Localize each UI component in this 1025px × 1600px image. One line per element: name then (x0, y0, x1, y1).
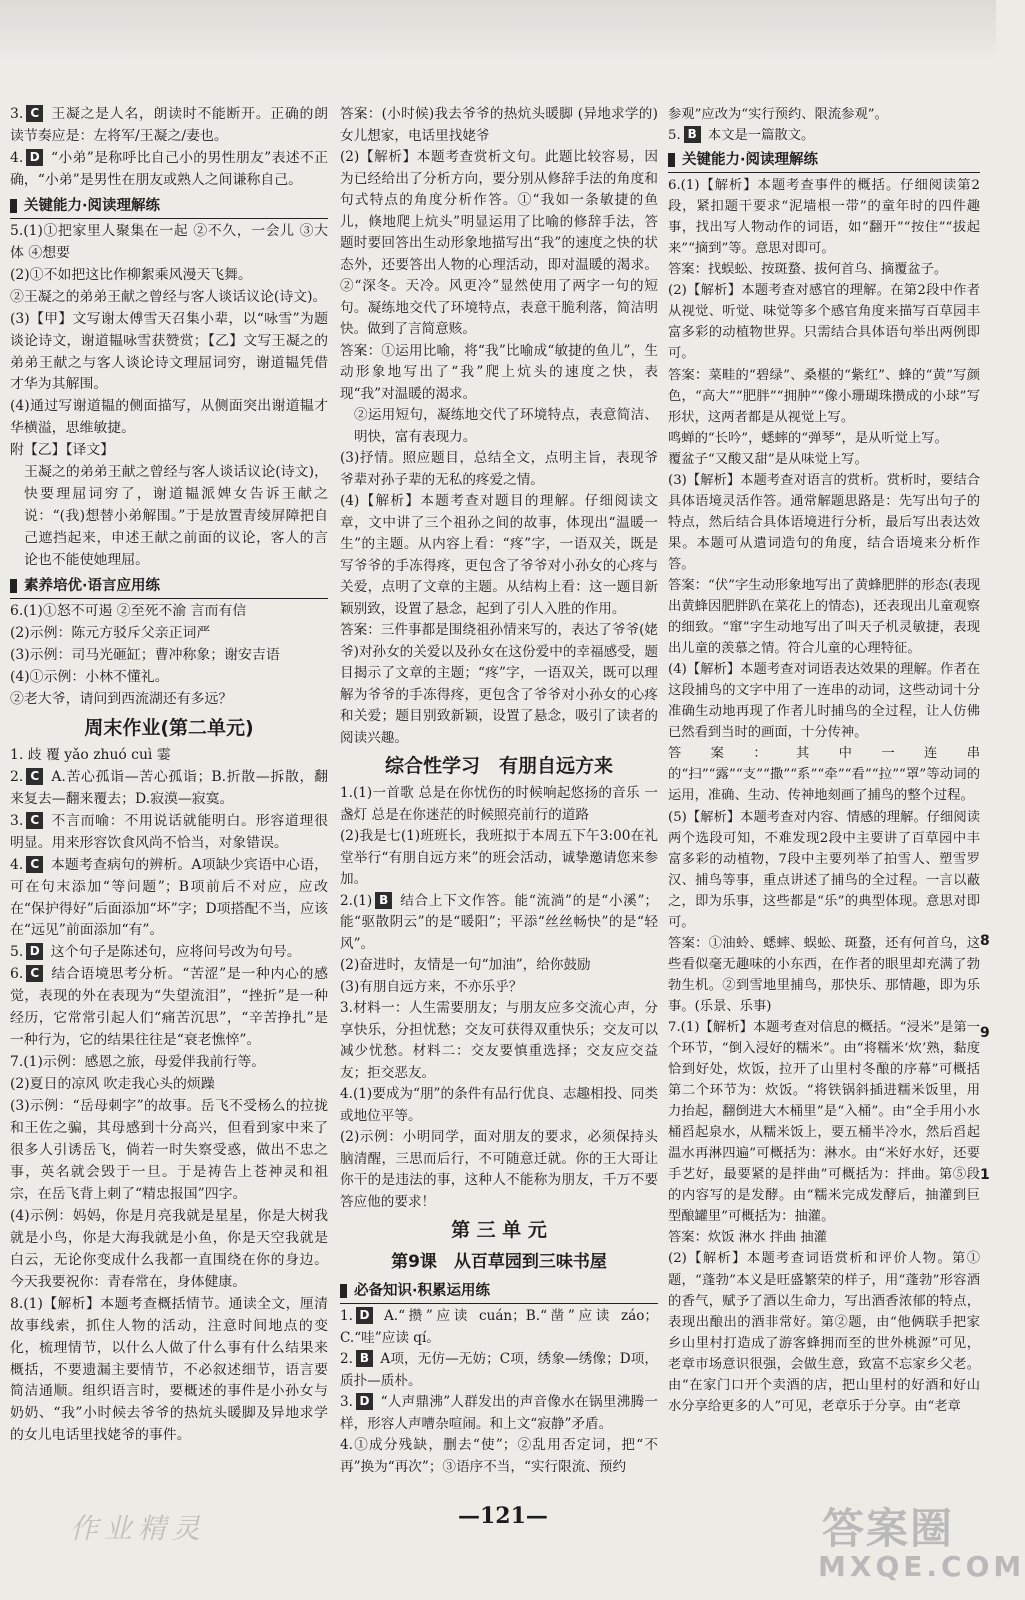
answer-paragraph: 参观”应改为“实行预约、限流参观”。 (668, 107, 888, 122)
answer-paragraph: (3)【解析】本题考查对语言的赏析。赏析时，要结合具体语境灵活作答。通常解题思路是：先写出句子的特点，然后结合具体语境进行分析，最后写出表达效果。本题可从遣词造句的角度，结合语境来分析作答。 (668, 472, 980, 572)
edge-mark: 1 (980, 1167, 990, 1183)
answer-paragraph: 2. B A项，无仿—无妨；C项，绣象—绣像；D项，质扑—质朴。 (340, 1351, 658, 1389)
answer-paragraph: 答案：其中一连串的“扫”“露”“支”“撒”“系”“牵”“看”“拉”“罩”等动词的运用，准确、生动、传神地刻画了捕鸟的整个过程。 (668, 746, 980, 804)
answer-paragraph: (2)【解析】本题考查词语赏析和评价人物。第①题，“蓬勃”本义是旺盛繁荣的样子，用“蓬勃”形容酒的香气，赋予了酒以生命力，写出酒香浓郁的特点，表现出酿出的酒非常好。第②题，由“他俩联手把家乡山里村打造成了游客蜂拥而至的世外桃源”可见，老章市场意识很强，会做生意，致富不忘家乡父老。由“在家门口开个卖酒的店，把山里村的好酒和好山水分享给更多的人”可见，老章乐于分享。由“老章 (668, 1251, 980, 1414)
answer-paragraph: 7.(1)【解析】本题考查对信息的概括。“浸米”是第一个环节，“倒入浸好的糯米”。由“将糯米‘炊’熟，黏度恰到好处，炊饭，拉开了山里村冬酿的序幕”可概括第二个环节为：炊饭。“将铁锅斜插进糯米饭里，用力抬起，翻倒进大木桶里”是“入桶”。由“全手用小水桶舀起泉水，从糯米饭上，要五桶半冷水，然后舀起温水再淋四遍”可概括为：淋水。由“米好水好，还要手艺好，最要紧的是拌曲”可概括为：拌曲。第⑤段的内容写的是发酵。由“糯米完成发酵后，抽灌到巨型酿罐里”可概括为：抽灌。 (668, 1019, 980, 1225)
answer-paragraph: 答案：炊饭 淋水 拌曲 抽灌 (668, 1230, 827, 1246)
edge-mark: 8 (980, 933, 990, 949)
answer-paragraph: 3. C 不言而喻：不用说话就能明白。形容道理很明显。用来形容饮食风尚不恰当，对象错误。 (10, 812, 328, 851)
answer-paragraph: 3. D “人声鼎沸”人群发出的声音像水在锅里沸腾一样，形容人声嘈杂喧闹。和上文“寂静”矛盾。 (340, 1394, 658, 1432)
answer-paragraph: (2)奋进时，友情是一句“加油”，给你鼓励 (340, 957, 591, 973)
answer-paragraph: 答案：“伏”字生动形象地写出了黄蜂肥胖的形态(表现出黄蜂因肥胖趴在菜花上的情态)，还表现出儿童观察的细致。“窜”字生动地写出了叫天子机灵敏捷，表现出儿童的羡慕之情。符合儿童的心理特征。 (668, 577, 980, 657)
section-header: 素养培优·语言应用练 (10, 574, 328, 599)
answer-paragraph: (2)我是七(1)班班长，我班拟于本周五下午3:00在礼堂举行“有朋自远方来”的班会活动，诚挚邀请您来参加。 (340, 828, 658, 887)
answer-paragraph: 答案：(小时候)我去爷爷的热炕头暖脚 (异地求学的)女儿想家，电话里找姥爷 (340, 106, 658, 144)
answer-paragraph: (3)示例：司马光砸缸；曹冲称象；谢安吉语 (10, 646, 280, 663)
section-header: 关键能力·阅读理解练 (10, 194, 328, 219)
answer-paragraph: (2)【解析】本题考查对感官的理解。在第2段中作者从视觉、听觉、味觉等多个感官角度来描写百草园丰富多彩的动植物世界。只需结合具体语句举出两例即可。 (668, 283, 980, 362)
answer-paragraph: 6. C 结合语境思考分析。“苦涩”是一种内心的感觉，表现的外在表现为“失望流泪”，“挫折”是一种经历，它常常引起人们“痛苦沉思”，“辛苦挣扎”是一种行为，它的结果往往是“衰老憔悴”。 (10, 966, 328, 1049)
answer-paragraph: (4)通过写谢道韫的侧面描写，从侧面突出谢道韫才华横溢，思维敏捷。 (10, 398, 328, 437)
answer-paragraph: 答案：①油蛉、蟋蟀、蜈蚣、斑蝥，还有何首乌，这些看似毫无趣味的小东西，在作者的眼里却充满了勃勃生机。②到雪地里捕鸟，那快乐、那情趣，即为乐事。(乐景、乐事) (668, 935, 980, 1014)
answer-paragraph: (2)夏日的凉风 吹走我心头的烦躁 (10, 1076, 215, 1093)
answer-paragraph: (4)【解析】本题考查对词语表达效果的理解。作者在这段捕鸟的文字中用了一连串的动词，这些动词十分准确生动地再现了作者儿时捕鸟的全过程，让人仿佛已然看到当时的画面，十分传神。 (668, 662, 980, 741)
unit-heading: 综合性学习 有朋自远方来 (384, 755, 613, 777)
answer-paragraph: (3)有朋自远方来，不亦乐乎？ (340, 978, 523, 995)
answer-letter-box: C (26, 768, 43, 785)
answer-paragraph: 附【乙】【译文】 (10, 442, 115, 459)
answer-letter-box: B (684, 126, 701, 143)
answer-paragraph: 4. D “小弟”是称呼比自己小的男性朋友”表述不正确，“小弟”是男性在朋友或熟人之间谦称自己。 (10, 149, 328, 188)
answer-paragraph: 5. B 本文是一篇散文。 (668, 127, 815, 144)
answer-paragraph: 答案：①运用比喻，将“我”比喻成“敏捷的鱼儿”，生动形象地写出了“我”爬上炕头的速度之快，表现“我”对温暖的渴求。 (340, 342, 658, 402)
answer-paragraph: 覆盆子“又酸又甜”是从味觉上写。 (668, 451, 868, 467)
answer-paragraph: (2)示例：陈元方驳斥父亲正词严 (10, 625, 211, 642)
section-marker-icon (10, 579, 17, 593)
watermark-title: 答案圈 (822, 1504, 955, 1553)
column-right (668, 104, 980, 1417)
answer-letter-box: D (356, 1307, 373, 1324)
answer-paragraph: (2)示例：小明同学，面对朋友的要求，必须保持头脑清醒，三思而后行，不可随意迁就。你的王大哥让你干的是违法的事，这种人不能称为朋友，千万不要答应他的要求！ (340, 1129, 658, 1210)
answer-letter-box: C (26, 105, 43, 122)
watermark-sub: MXQE.COM (818, 1550, 1025, 1583)
answer-letter-box: D (356, 1393, 373, 1410)
page-number: —121— (458, 1503, 548, 1529)
answer-paragraph: (4)①示例：小林不懂礼。 (10, 668, 169, 685)
answer-paragraph: 7.(1)示例：感恩之旅，母爱伴我前行等。 (10, 1054, 266, 1071)
answer-paragraph: 5. D 这个句子是陈述句，应将问号改为句号。 (10, 944, 301, 961)
answer-paragraph: (3)抒情。照应题目，总结全文，点明主旨，表现爷爷辈对孙子辈的无私的疼爱之情。 (340, 450, 658, 488)
section-marker-icon (10, 199, 17, 213)
section-header: 关键能力·阅读理解练 (668, 148, 980, 173)
brand-logo: 作业精灵 (70, 1512, 207, 1545)
answer-paragraph: 1. 歧 覆 yǎo zhuó cuì 霎 (10, 746, 171, 763)
unit-heading: 周末作业(第二单元) (84, 716, 254, 739)
answer-paragraph: 答案：找蜈蚣、按斑蝥、拔何首乌、摘覆盆子。 (668, 262, 948, 278)
answer-paragraph: 4. C 本题考查病句的辨析。A项缺少宾语中心语，可在句末添加“等问题”；B项前后不对应，应改在“保护得好”后面添加“坏”字；D项搭配不当，应该在“远见”前面添加“有”。 (10, 856, 328, 939)
answer-paragraph: (2)①不如把这比作柳絮乘风漫天飞舞。 (10, 266, 252, 283)
answer-paragraph: 6.(1)【解析】本题考查事件的概括。仔细阅读第2段，紧扣题干要求“泥墙根一带”的童年时的四件趣事，找出写人物动作的词语，如“翻开”“按住”“拔起来”“摘到”等。意思对即可。 (668, 178, 980, 257)
unit-heading: 第 三 单 元 (451, 1219, 547, 1241)
answer-letter-box: D (26, 149, 43, 166)
answer-paragraph: 2. C A.苦心孤诣—苦心孤诣；B.折散—拆散，翻来复去—翻来覆去；D.寂漠—寂寞。 (10, 768, 328, 807)
answer-letter-box: B (375, 892, 392, 909)
answer-paragraph: 1.(1)一首歌 总是在你忧伤的时候响起悠扬的音乐 一盏灯 总是在你迷茫的时候照亮前行的道路 (340, 785, 658, 823)
answer-paragraph: (4)示例：妈妈，你是月亮我就是星星，你是大树我就是小鸟，你是大海我就是小鱼，你是天空我就是白云，无论你变成什么我都一直围绕在你的身边。今天我要祝你：青春常在，身体健康。 (10, 1207, 328, 1290)
column-middle (340, 104, 658, 1478)
edge-mark: 9 (980, 1025, 990, 1041)
section-header: 必备知识·积累运用练 (340, 1279, 658, 1304)
answer-paragraph: ②老大爷，请问到西流湖还有多远？ (10, 690, 233, 707)
answer-letter-box: C (26, 965, 43, 982)
answer-paragraph: (4)【解析】本题考查对题目的理解。仔细阅读文章，文中讲了三个祖孙之间的故事，体现出“温暖一生”的主题。从内容上看：“疼”字，一语双关，既是写爷爷的手冻得疼，更包含了爷爷对小孙女的心疼与关爱，点明了文章的主题。从结构上看：这一题目新颖别致，设置了悬念，起到了引人入胜的作用。 (340, 493, 658, 617)
answer-paragraph: 4.(1)要成为“朋”的条件有品行优良、志趣相投、同类或地位平等。 (340, 1086, 658, 1124)
answer-letter-box: B (356, 1350, 373, 1367)
watermark (782, 1496, 1025, 1592)
unit-heading: 第9课 从百草园到三味书屋 (391, 1252, 607, 1272)
section-marker-icon (668, 153, 675, 167)
answer-paragraph: 3.材料一：人生需要朋友；与朋友应多交流心声，分享快乐，分担忧愁；交友可获得双重快乐；交友可以减少忧愁。材料二：交友要慎重选择；交友应交益友；拒交恶友。 (340, 1000, 658, 1081)
answer-paragraph: 1. D A.“攒”应读 cuán；B.“凿”应读 záo；C.“哇”应读 qí。 (340, 1308, 658, 1346)
answer-paragraph: (5)【解析】本题考查对内容、情感的理解。仔细阅读两个选段可知，不难发现2段中主要讲了百草园中丰富多彩的动植物，7段中主要列举了拍雪人、塑雪罗汉、捕鸟等事，重点讲述了捕鸟的全过程。一言以蔽之，即为乐事，这些都是“乐”的典型体现。意思对即可。 (668, 809, 980, 930)
answer-paragraph: (3)示例：“岳母刺字”的故事。岳飞不受杨么的拉拢和王佐之骗，其母感到十分高兴，但看到家中来了很多人引诱岳飞，倘若一时失察受惑，做出不忠之事，英名就会毁于一旦。于是祷告上苍神灵和祖宗，在岳飞背上刺了“精忠报国”四字。 (10, 1098, 328, 1202)
answer-paragraph: 答案：三件事都是围绕祖孙情来写的，表达了爷爷(姥爷)对孙女的关爱以及孙女在这份爱中的幸福感受，题目揭示了文章的主题；“疼”字，一语双关，既可以理解为爷爷的手冻得疼，更包含了爷爷对小孙女的心疼和关爱；题目别致新颖，设置了悬念，吸引了读者的阅读兴趣。 (340, 622, 658, 746)
edge-marks (980, 930, 996, 1306)
answer-paragraph: 答案：菜畦的“碧绿”、桑椹的“紫红”、蜂的“黄”写颜色，“高大”“肥胖”“拥肿”“像小珊瑚珠攒成的小球”写形状，这两者都是从视觉上写。 (668, 367, 980, 425)
answer-paragraph: 8.(1)【解析】本题考查概括情节。通读全文，厘清故事线索，抓住人物的活动，注意时间地点的变化，梳理情节，以什么人做了什么事有什么结果来概括，不要遗漏主要情节，不必叙述细节，语言要简洁通顺。组织语言时，要概述的事件是小孙女与奶奶、“我”小时候去爷爷的热炕头暖脚及异地求学的女儿电话里找姥爷的事件。 (10, 1295, 328, 1444)
answer-paragraph: (2)【解析】本题考查赏析文句。此题比较容易，因为已经给出了分析方向，要分别从修辞手法的角度和句式特点的角度分析作答。①“我如一条敏捷的鱼儿，倏地爬上炕头”明显运用了比喻的修辞手法，答题时要回答出生动形象地描写出“我”的速度之快的状态外，还要答出人物的心理活动，即对温暖的渴求。②“深冬。天冷。风更冷”显然使用了两字一句的短句。凝练地交代了环境特点，表意干脆利落，简洁明快。做到了言简意赅。 (340, 149, 658, 337)
answer-paragraph: ②运用短句，凝练地交代了环境特点，表意简洁、明快，富有表现力。 (354, 407, 658, 445)
answer-letter-box: C (26, 856, 43, 873)
top-shadow (0, 0, 996, 60)
answer-letter-box: D (26, 943, 43, 960)
answer-paragraph: 6.(1)①怒不可遏 ②至死不渝 言而有信 (10, 603, 247, 620)
answer-paragraph: 4.①成分残缺，删去“使”；②乱用否定词，把“不再”换为“再次”；③语序不当，“实行限流、预约 (340, 1437, 658, 1475)
answer-paragraph: 鸣蝉的“长吟”，蟋蟀的“弹琴”，是从听觉上写。 (668, 430, 948, 446)
answer-paragraph: 5.(1)①把家里人聚集在一起 ②不久，一会儿 ③大体 ④想要 (10, 222, 328, 261)
answer-paragraph: 3. C 王凝之是人名，朗读时不能断开。正确的朗读节奏应是：左将军/王凝之/妻也。 (10, 106, 328, 144)
answer-paragraph: 王凝之的弟弟王献之曾经与客人谈话议论(诗文)，快要理屈词穷了，谢道韫派婢女告诉王献之说：“(我)想替小弟解围。”于是放置青绫屏障把自己遮挡起来，申述王献之前面的议论，客人的言论也不能使她理屈。 (24, 464, 328, 569)
column-left (10, 104, 328, 1447)
answer-letter-box: C (26, 812, 43, 829)
answer-paragraph: (3)【甲】文写谢太傅雪天召集小辈，以“咏雪”为题谈论诗文，谢道韫咏雪获赞赏；【乙】文写王凝之的弟弟王献之与客人谈论诗文理屈词穷，谢道韫凭借才华为其解围。 (10, 310, 328, 393)
section-marker-icon (340, 1284, 347, 1298)
answer-paragraph: ②王凝之的弟弟王献之曾经与客人谈话议论(诗文)。 (10, 288, 327, 305)
answer-paragraph: 2.(1) B 结合上下文作答。能“流淌”的是“小溪”；能“驱散阴云”的是“暖阳”；平添“丝丝畅快”的是“轻风”。 (340, 892, 658, 952)
